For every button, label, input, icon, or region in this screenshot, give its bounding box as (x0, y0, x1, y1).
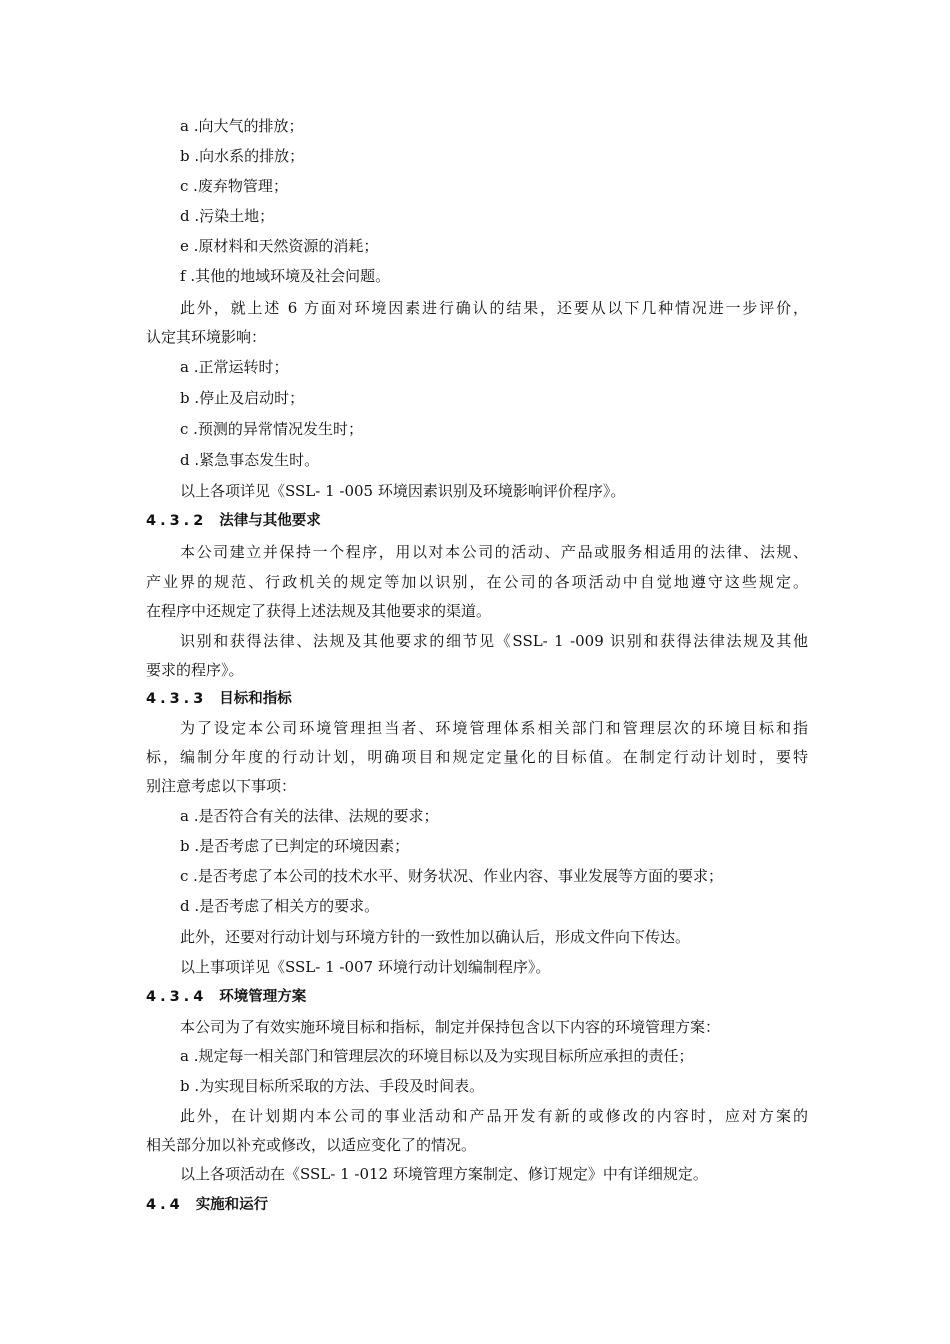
section-title: 目标和指标 (219, 691, 292, 707)
section-number: 4.3.4 (146, 989, 208, 1005)
paragraph-line: 要求的程序》。 (146, 661, 244, 679)
section-heading (146, 689, 292, 709)
list-item: a .正常运转时； (180, 358, 289, 376)
paragraph-line: 产业界的规范、行政机关的规定等加以识别，在公司的各项活动中自觉地遵守这些规定。 (146, 573, 808, 591)
paragraph-line: 在程序中还规定了获得上述法规及其他要求的渠道。 (146, 602, 492, 620)
list-item: e .原材料和天然资源的消耗； (180, 237, 379, 255)
list-item: b .向水系的排放； (180, 147, 305, 165)
paragraph-line: 以上各项活动在《SSL- 1 -012 环境管理方案制定、修订规定》中有详细规定。 (180, 1165, 708, 1183)
paragraph-line: 识别和获得法律、法规及其他要求的细节见《SSL- 1 -009 识别和获得法律法规及其他 (180, 632, 808, 650)
list-item: b .停止及启动时； (180, 389, 305, 407)
list-item: a .规定每一相关部门和管理层次的环境目标以及为实现目标所应承担的责任； (180, 1047, 694, 1065)
paragraph-line: 相关部分加以补充或修改，以适应变化了的情况。 (146, 1136, 477, 1154)
list-item: d .紧急事态发生时。 (180, 451, 320, 469)
paragraph-line: 认定其环境影响： (146, 328, 267, 346)
list-item: c .废弃物管理； (180, 177, 288, 195)
section-title: 法律与其他要求 (219, 513, 321, 529)
list-item: a .是否符合有关的法律、法规的要求； (180, 807, 439, 825)
section-title: 实施和运行 (195, 1197, 269, 1213)
section-number: 4.4 (146, 1197, 184, 1213)
paragraph-line: 以上事项详见《SSL- 1 -007 环境行动计划编制程序》。 (180, 958, 551, 976)
list-item: b .为实现目标所采取的方法、手段及时间表。 (180, 1077, 485, 1095)
paragraph-line: 为了设定本公司环境管理担当者、环境管理体系相关部门和管理层次的环境目标和指 (180, 719, 808, 737)
paragraph-line: 本公司为了有效实施环境目标和指标，制定并保持包含以下内容的环境管理方案： (180, 1018, 721, 1036)
paragraph-line: 此外，还要对行动计划与环境方针的一致性加以确认后，形成文件向下传达。 (180, 928, 691, 946)
section-number: 4.3.2 (146, 513, 208, 529)
paragraph-line: 以上各项详见《SSL- 1 -005 环境因素识别及环境影响评价程序》。 (180, 482, 626, 500)
list-item: d .是否考虑了相关方的要求。 (180, 897, 380, 915)
paragraph-line: 标，编制分年度的行动计划，明确项目和规定定量化的目标值。在制定行动计划时，要特 (146, 748, 808, 766)
section-number: 4.3.3 (146, 691, 208, 707)
paragraph-line: 本公司建立并保持一个程序，用以对本公司的活动、产品或服务相适用的法律、法规、 (180, 543, 808, 561)
paragraph-line: 此外，在计划期内本公司的事业活动和产品开发有新的或修改的内容时，应对方案的 (180, 1107, 808, 1125)
section-title: 环境管理方案 (219, 989, 307, 1005)
list-item: f .其他的地域环境及社会问题。 (180, 267, 391, 285)
list-item: d .污染土地； (180, 207, 275, 225)
paragraph-line: 别注意考虑以下事项： (146, 777, 297, 795)
list-item: c .预测的异常情况发生时； (180, 420, 363, 438)
section-heading (146, 1195, 268, 1215)
list-item: a .向大气的排放； (180, 117, 304, 135)
section-heading (146, 987, 306, 1007)
paragraph-line: 此外，就上述 6 方面对环境因素进行确认的结果，还要从以下几种情况进一步评价， (180, 299, 808, 317)
list-item: c .是否考虑了本公司的技术水平、财务状况、作业内容、事业发展等方面的要求； (180, 867, 723, 885)
list-item: b .是否考虑了已判定的环境因素； (180, 837, 410, 855)
section-heading (146, 511, 321, 531)
